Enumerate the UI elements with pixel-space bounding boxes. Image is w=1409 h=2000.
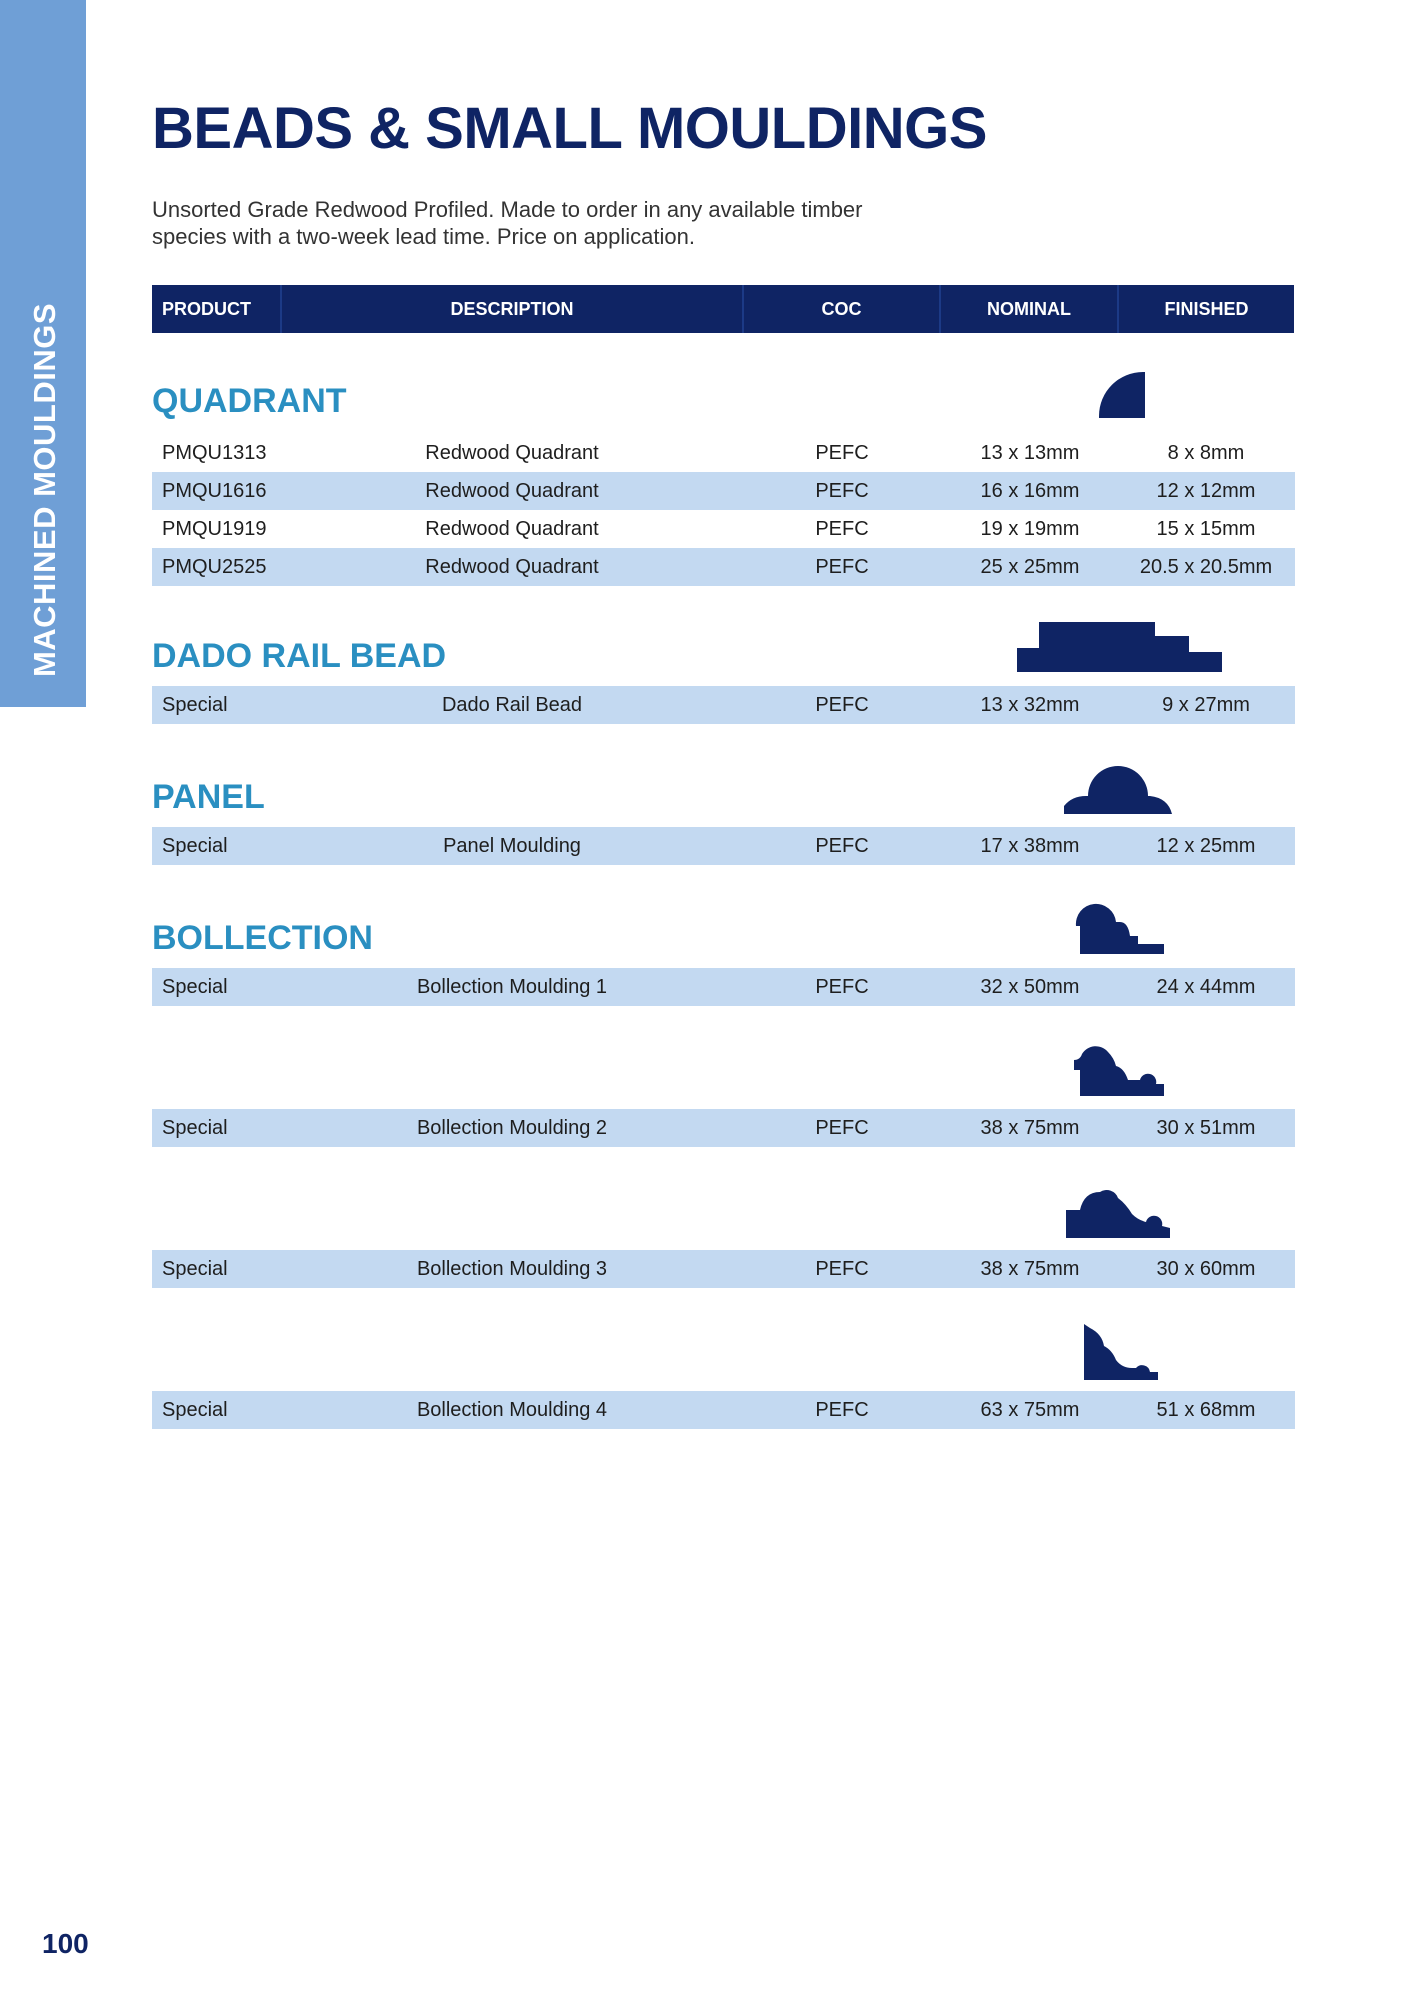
cell-description: Dado Rail Bead [441,694,583,716]
table-row [152,548,1295,586]
table-row [152,968,1295,1006]
intro-text [152,196,952,250]
side-tab [0,0,86,707]
section-title-quadrant: QUADRANT [152,382,347,420]
quadrant-profile-icon [1099,372,1145,418]
bollection-2-profile-icon [1072,1044,1164,1096]
cell-finished: 30 x 51mm [1156,1117,1256,1139]
cell-finished: 12 x 25mm [1156,835,1256,857]
cell-coc: PEFC [815,442,869,464]
cell-description: Redwood Quadrant [425,442,599,464]
cell-finished: 20.5 x 20.5mm [1139,556,1273,578]
cell-product: Special [162,694,228,716]
cell-coc: PEFC [815,694,869,716]
cell-description: Redwood Quadrant [425,480,599,502]
cell-finished: 24 x 44mm [1156,976,1256,998]
table-row [152,510,1295,548]
cell-description: Bollection Moulding 3 [416,1258,608,1280]
table-row [152,1109,1295,1147]
table-row [152,827,1295,865]
cell-product: Special [162,976,228,998]
cell-description: Bollection Moulding 1 [416,976,608,998]
cell-coc: PEFC [815,518,869,540]
cell-nominal: 17 x 38mm [980,835,1080,857]
bollection-4-profile-icon [1084,1324,1158,1380]
bollection-1-profile-icon [1072,902,1164,954]
cell-coc: PEFC [815,1117,869,1139]
header-coc: COC [744,285,941,333]
cell-nominal: 19 x 19mm [980,518,1080,540]
cell-description: Bollection Moulding 2 [416,1117,608,1139]
cell-finished: 30 x 60mm [1156,1258,1256,1280]
table-row [152,1391,1295,1429]
cell-nominal: 13 x 32mm [980,694,1080,716]
cell-nominal: 32 x 50mm [980,976,1080,998]
table-header [152,285,1294,333]
side-tab-label: MACHINED MOULDINGS [27,302,62,678]
section-title-bollection: BOLLECTION [152,919,373,957]
cell-nominal: 16 x 16mm [980,480,1080,502]
cell-product: Special [162,835,228,857]
section-title-dado-rail-bead: DADO RAIL BEAD [152,637,447,675]
cell-product: PMQU1919 [162,518,267,540]
cell-nominal: 25 x 25mm [980,556,1080,578]
cell-product: PMQU1313 [162,442,267,464]
section-title-panel: PANEL [152,778,265,816]
cell-coc: PEFC [815,480,869,502]
header-finished: FINISHED [1164,298,1249,319]
cell-finished: 51 x 68mm [1156,1399,1256,1421]
cell-nominal: 13 x 13mm [980,442,1080,464]
cell-description: Redwood Quadrant [425,518,599,540]
page-number: 100 [42,1928,89,1959]
cell-coc: PEFC [815,976,869,998]
cell-product: Special [162,1258,228,1280]
cell-nominal: 38 x 75mm [980,1117,1080,1139]
cell-description: Panel Moulding [443,835,581,857]
cell-coc: PEFC [815,1399,869,1421]
header-description: DESCRIPTION [282,285,744,333]
cell-finished: 9 x 27mm [1162,694,1250,716]
cell-product: Special [162,1117,228,1139]
cell-description: Bollection Moulding 4 [416,1399,608,1421]
cell-nominal: 38 x 75mm [980,1258,1080,1280]
page-title: BEADS & SMALL MOULDINGS [152,96,987,161]
cell-finished: 15 x 15mm [1156,518,1256,540]
cell-description: Redwood Quadrant [425,556,599,578]
header-nominal: NOMINAL [941,285,1119,333]
bollection-3-profile-icon [1066,1184,1170,1238]
table-row [152,434,1295,472]
cell-finished: 8 x 8mm [1167,442,1245,464]
cell-product: Special [162,1399,228,1421]
table-row [152,686,1295,724]
cell-coc: PEFC [815,835,869,857]
cell-finished: 12 x 12mm [1156,480,1256,502]
cell-coc: PEFC [815,1258,869,1280]
cell-product: PMQU2525 [162,556,267,578]
header-product: PRODUCT [152,285,282,333]
dado-rail-profile-icon [1017,622,1222,672]
intro-line-1: Unsorted Grade Redwood Profiled. Made to order in any available timber [152,197,863,222]
cell-coc: PEFC [815,556,869,578]
cell-product: PMQU1616 [162,480,267,502]
cell-nominal: 63 x 75mm [980,1399,1080,1421]
table-row [152,1250,1295,1288]
panel-profile-icon [1064,762,1172,814]
table-row [152,472,1295,510]
intro-line-2: species with a two-week lead time. Price on application. [152,224,695,249]
